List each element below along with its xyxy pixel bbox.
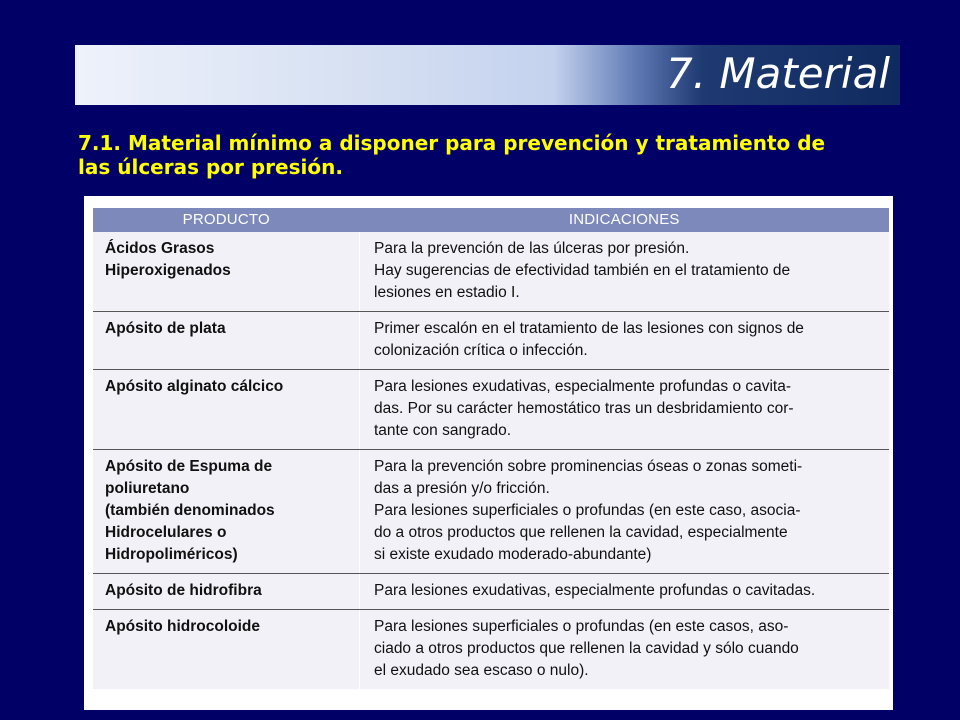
product-line: Ácidos Grasos — [105, 240, 215, 257]
indication-line: ciado a otros productos que rellenen la cavidad y sólo cuando — [374, 640, 799, 657]
table-header-row — [93, 208, 889, 232]
indications-cell — [360, 312, 890, 370]
product-cell — [93, 232, 360, 312]
indication-line: Para lesiones superficiales o profundas (en este casos, aso- — [374, 618, 789, 635]
table-row — [93, 312, 889, 370]
indication-line: Para lesiones exudativas, especialmente profundas o cavitadas. — [374, 582, 816, 599]
indication-line: si existe exudado moderado-abundante) — [374, 546, 652, 563]
indication-line: colonización crítica o infección. — [374, 342, 588, 359]
table-row — [93, 370, 889, 450]
header-indicaciones: INDICACIONES — [360, 208, 890, 232]
product-line: Hiperoxigenados — [105, 262, 231, 279]
indication-line: lesiones en estadio I. — [374, 284, 520, 301]
product-line: Hidropoliméricos) — [105, 546, 238, 563]
indication-line: das. Por su carácter hemostático tras un desbridamiento cor- — [374, 400, 794, 417]
title-bar — [75, 45, 900, 105]
product-line: Apósito de plata — [105, 320, 226, 337]
indication-line: Primer escalón en el tratamiento de las lesiones con signos de — [374, 320, 804, 337]
indication-line: do a otros productos que rellenen la cavidad, especialmente — [374, 524, 788, 541]
product-cell — [93, 610, 360, 690]
indication-line: das a presión y/o fricción. — [374, 480, 550, 497]
indications-cell — [360, 370, 890, 450]
indication-line: tante con sangrado. — [374, 422, 512, 439]
material-table — [93, 208, 889, 689]
indications-cell — [360, 450, 890, 574]
table-frame — [84, 196, 893, 710]
product-cell — [93, 370, 360, 450]
product-line: Apósito de hidrofibra — [105, 582, 262, 599]
indication-line: Para la prevención sobre prominencias óseas o zonas someti- — [374, 458, 803, 475]
indication-line: Para lesiones superficiales o profundas (en este caso, asocia- — [374, 502, 801, 519]
slide-subtitle: 7.1. Material mínimo a disponer para prevención y tratamiento de las úlceras por presión. — [78, 131, 826, 179]
indications-cell — [360, 232, 890, 312]
slide-title: 7. Material — [665, 49, 890, 98]
indications-cell — [360, 610, 890, 690]
indication-line: Hay sugerencias de efectividad también en el tratamiento de — [374, 262, 791, 279]
table-row — [93, 232, 889, 312]
product-line: Apósito alginato cálcico — [105, 378, 284, 395]
indication-line: el exudado sea escaso o nulo). — [374, 662, 589, 679]
product-line: Apósito de Espuma de — [105, 458, 273, 475]
product-cell — [93, 312, 360, 370]
indication-line: Para lesiones exudativas, especialmente profundas o cavita- — [374, 378, 792, 395]
indications-cell — [360, 574, 890, 610]
indication-line: Para la prevención de las úlceras por presión. — [374, 240, 690, 257]
product-line: (también denominados — [105, 502, 275, 519]
header-producto: PRODUCTO — [93, 208, 360, 232]
table-row — [93, 574, 889, 610]
table-body — [93, 232, 889, 689]
product-line: poliuretano — [105, 480, 190, 497]
product-line: Apósito hidrocoloide — [105, 618, 260, 635]
table-row — [93, 610, 889, 690]
product-line: Hidrocelulares o — [105, 524, 227, 541]
product-cell — [93, 450, 360, 574]
product-cell — [93, 574, 360, 610]
table-row — [93, 450, 889, 574]
